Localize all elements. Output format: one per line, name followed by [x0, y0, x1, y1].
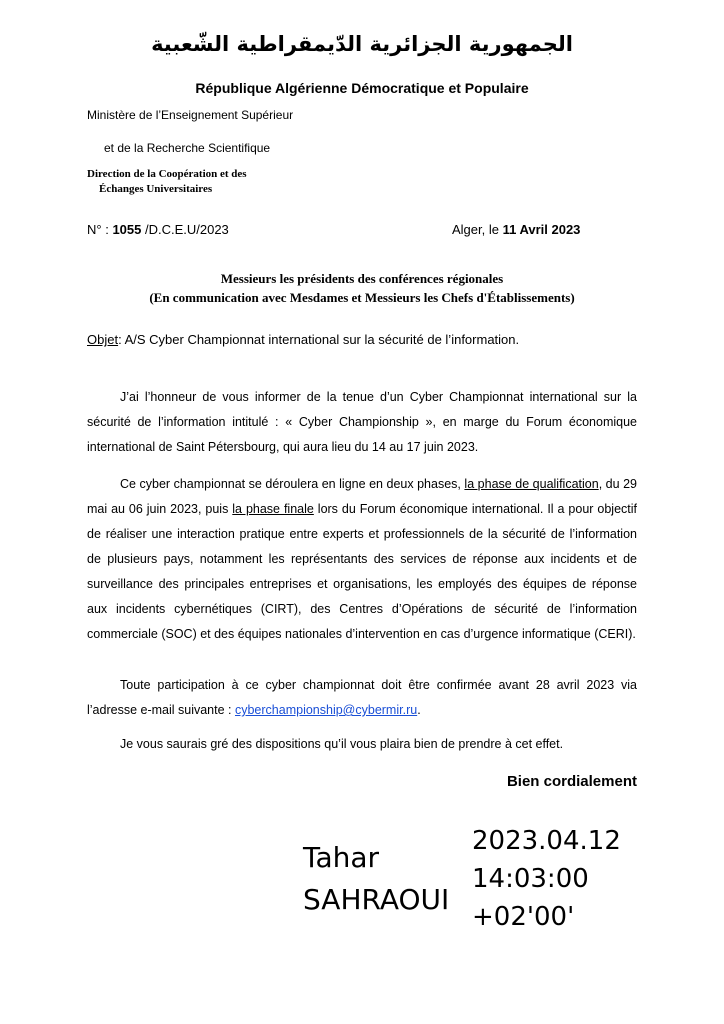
signature-date: 2023.04.12	[472, 826, 621, 856]
ministry-line-1: Ministère de l’Enseignement Supérieur	[87, 108, 294, 122]
final-phase-text: la phase finale	[232, 502, 314, 516]
paragraph-2-text-b: , du 29 mai au 06 juin 2023, puis	[87, 477, 638, 516]
subject-label: Objet	[87, 332, 119, 347]
reference-suffix: /D.C.E.U/2023	[141, 222, 229, 237]
body-paragraph-2	[87, 472, 637, 647]
addressee-line-2: (En communication avec Mesdames et Messieurs les Chefs d'Établissements)	[149, 290, 575, 305]
qualification-phase-text: la phase de qualification	[464, 477, 599, 491]
body-paragraph-1: J’ai l’honneur de vous informer de la tenue d’un Cyber Championnat international sur la sécurité de l’information intitulé : « Cyber Championship », en marge du Forum économique international de Saint Pétersbourg, qui aura lieu du 14 au 17 juin 2023.	[87, 390, 637, 454]
signature-last-name: SAHRAOUI	[303, 883, 450, 916]
letter-date	[452, 222, 580, 237]
reference-number-value: 1055	[112, 222, 142, 237]
subject-line	[87, 332, 519, 347]
reference-number	[87, 222, 229, 237]
body-paragraph-4: Je vous saurais gré des dispositions qu’il vous plaira bien de prendre à cet effet.	[120, 737, 564, 751]
contact-email-link[interactable]: cyberchampionship@cybermir.ru	[234, 703, 418, 717]
signature-timezone: +02'00'	[472, 902, 575, 932]
direction-line-2: Échanges Universitaires	[99, 183, 213, 195]
subject-text: : A/S Cyber Championnat international sur la sécurité de l’information.	[118, 332, 520, 347]
signature-time: 14:03:00	[472, 864, 589, 894]
letter-date-value: 11 Avril 2023	[502, 222, 581, 237]
direction-line-1: Direction de la Coopération et des	[87, 168, 247, 180]
closing-salutation: Bien cordialement	[506, 773, 637, 790]
paragraph-2-text-c: lors du Forum économique international. Il a pour objectif de réaliser une interaction pratique entre experts et professionnels de la sécurité de l’information de plusieurs pays, notamment les représentants des services de réponse aux incidents et de surveillance des principales entreprises et organisations, les employés des équipes de réponse aux incidents cybernétiques (CIRT), des Centres d’Opérations de sécurité de l’information commerciale (SOC) et des équipes nationales d’intervention en cas d’urgence informatique (CERI).	[87, 502, 637, 641]
ministry-line-2: et de la Recherche Scientifique	[104, 141, 271, 155]
body-paragraph-3	[87, 673, 637, 723]
paragraph-3-text-b: .	[417, 703, 421, 717]
arabic-republic-title: الجمهورية الجزائرية الدّيمقراطية الشّعبية	[151, 32, 573, 56]
reference-prefix: N° :	[87, 222, 113, 237]
paragraph-3-text-a: Toute participation à ce cyber championnat doit être confirmée avant 28 avril 2023 via l’adresse e-mail suivante :	[87, 678, 637, 717]
letter-place: Alger, le	[452, 222, 503, 237]
signature-first-name: Tahar	[303, 841, 380, 874]
addressee-line-1: Messieurs les présidents des conférences régionales	[220, 271, 504, 286]
paragraph-2-text-a: Ce cyber championnat se déroulera en ligne en deux phases,	[120, 477, 465, 491]
republic-title: République Algérienne Démocratique et Populaire	[195, 80, 529, 96]
